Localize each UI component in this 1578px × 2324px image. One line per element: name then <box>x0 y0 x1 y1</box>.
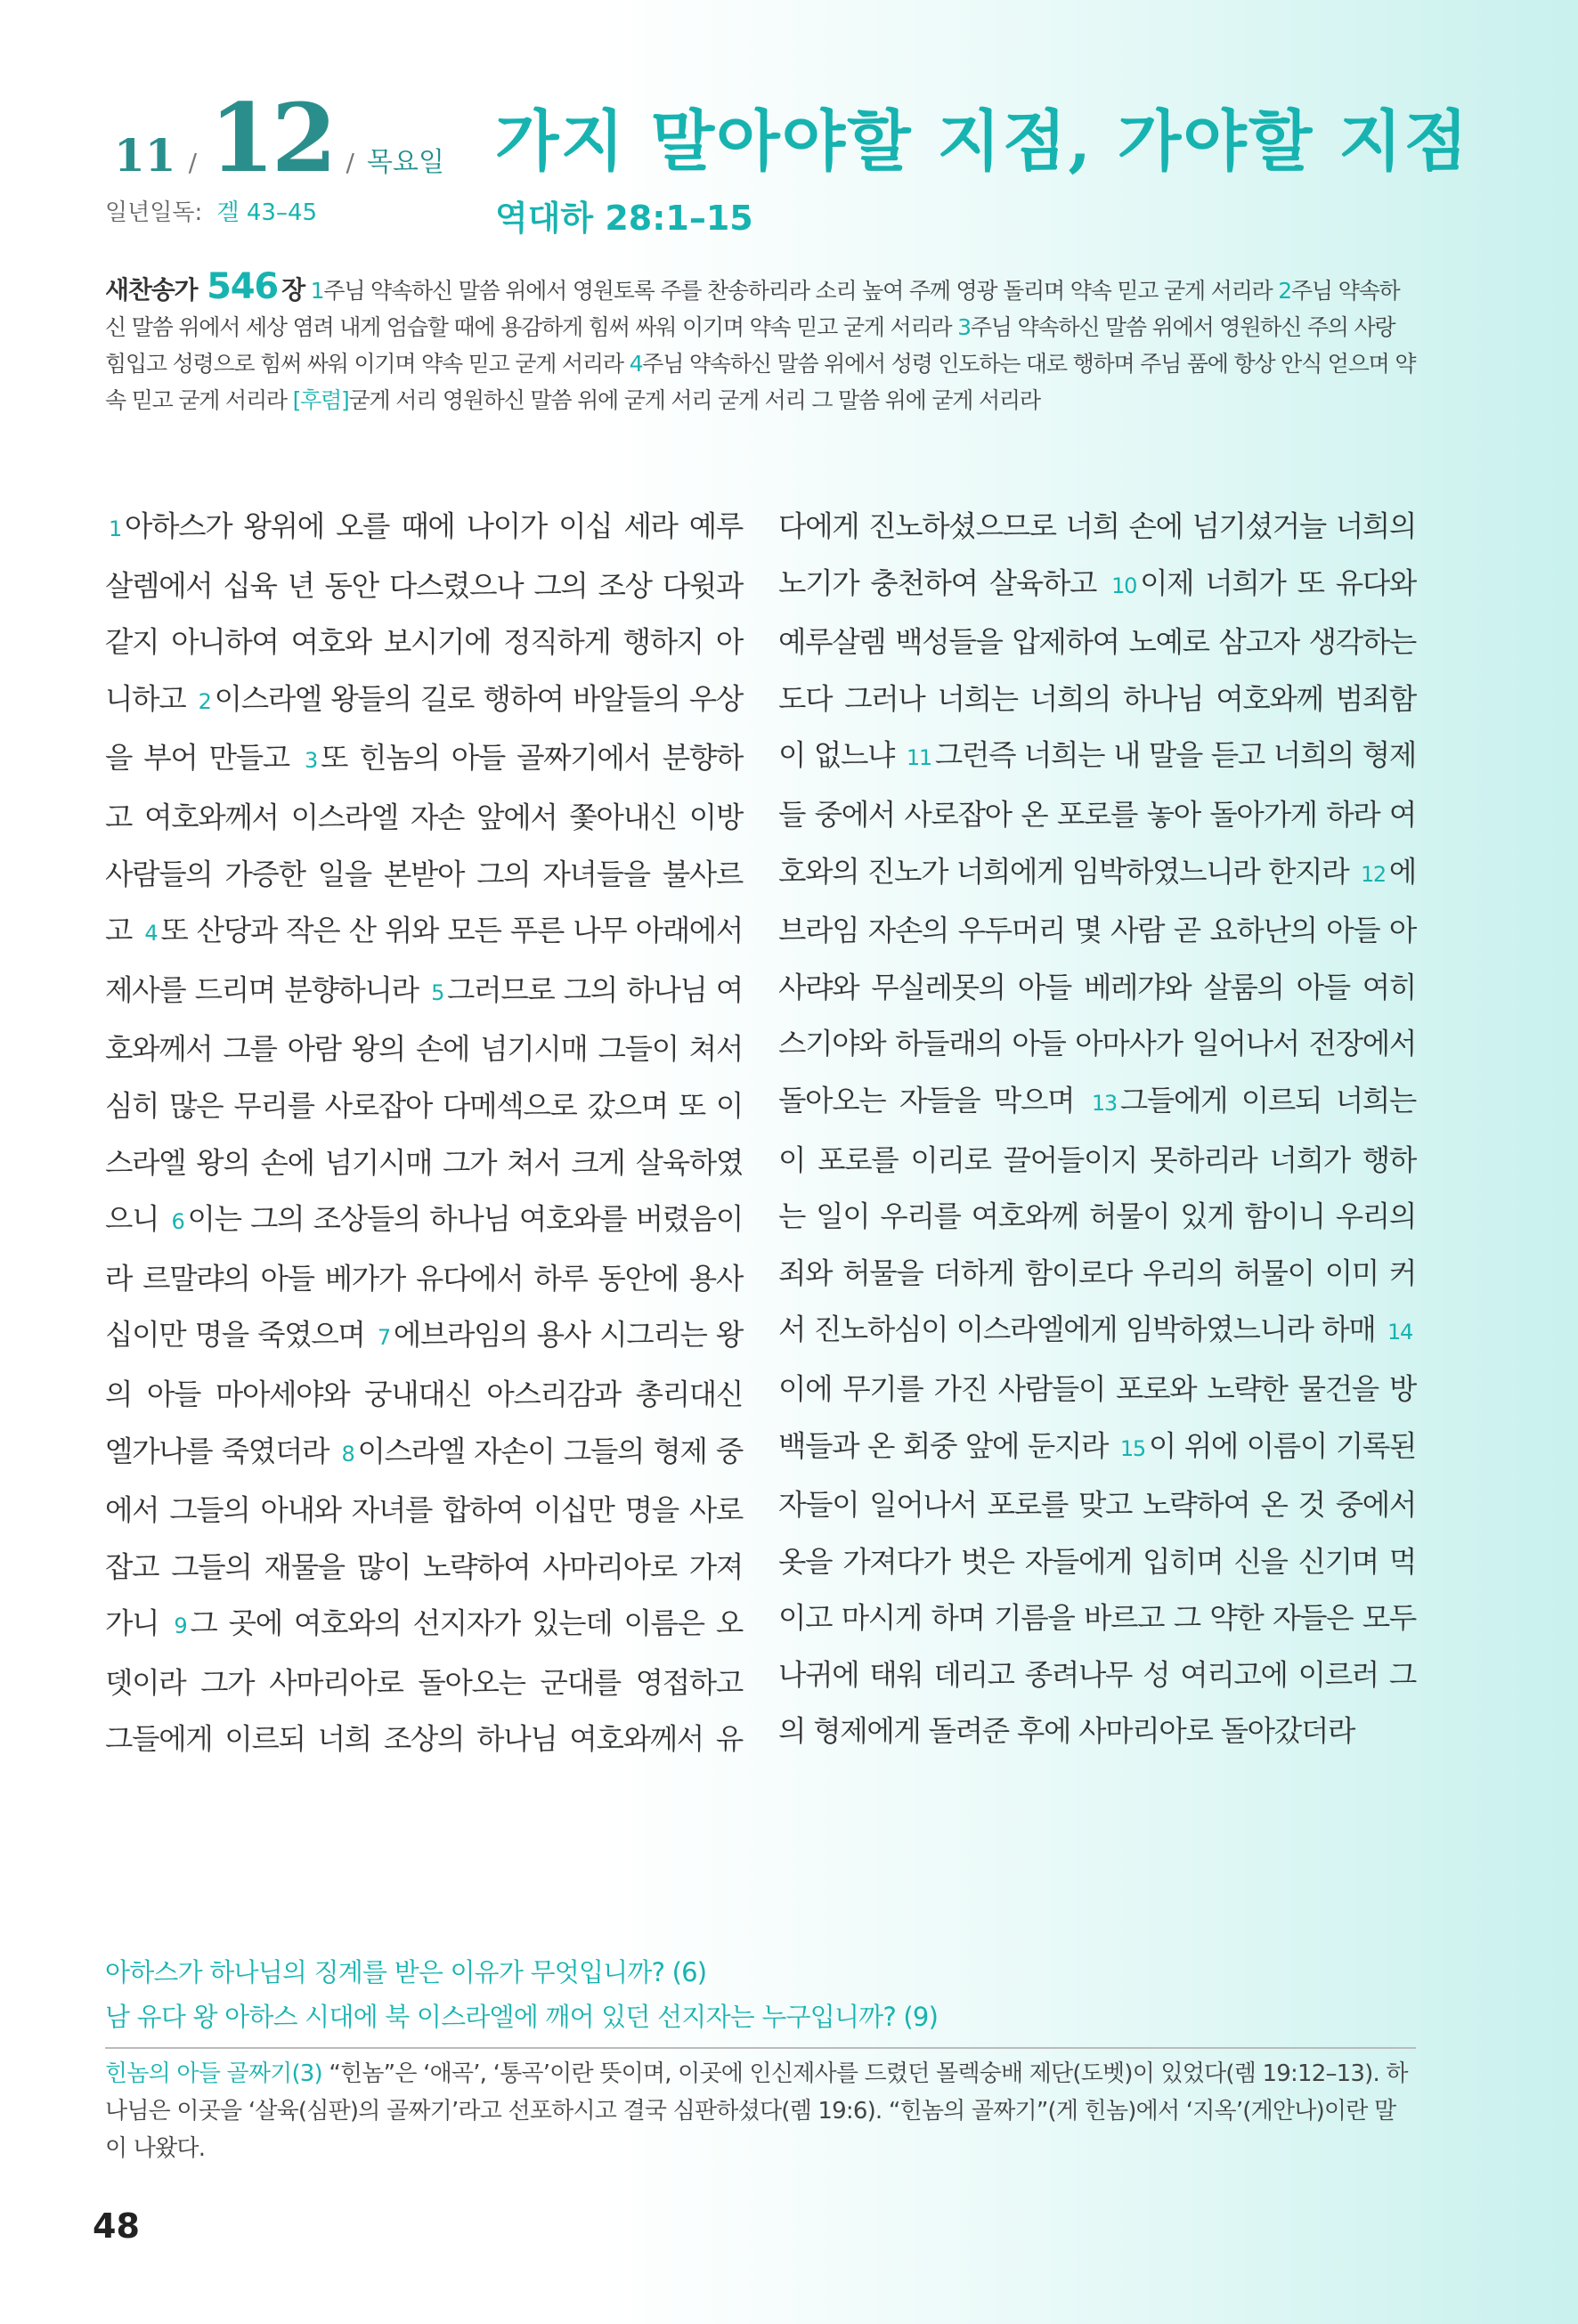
verse-number: 1 <box>310 278 324 304</box>
verse-number: 15 <box>1119 1435 1145 1461</box>
date-block <box>114 82 444 193</box>
verse-number: 11 <box>906 745 931 771</box>
verse-number: 3 <box>957 314 971 340</box>
questions <box>105 1950 938 2039</box>
hymn-label: 새찬송가 <box>105 275 198 305</box>
note-text: “힌놈”은 ‘애곡’, ‘통곡’이란 뜻이며, 이곳에 인신제사를 드렸던 몰렉숭배 제단(도벳)이 있었다(렘 19:12–13). 하나님은 이곳을 ‘살육(심판)의 골짜기’라고 선포하시고 결국 심판하셨다(렘 19:6). “힌놈의 골짜기”(게 힌놈)에서 ‘지옥’(게안나)이란 말이 나왔다. <box>105 2060 1408 2162</box>
verse-number: 2 <box>1278 278 1291 304</box>
page-title: 가지 말아야할 지점, 가야할 지점 <box>495 103 1470 180</box>
verse-text: 그런즉 너희는 내 말을 듣고 너희의 형제들 중에서 사로잡아 온 포로를 놓아 돌아가게 하라 여호와의 진노가 너희에게 임박하였느니라 한지라 <box>778 738 1416 889</box>
note-title: 힌놈의 아들 골짜기(3) <box>105 2060 322 2087</box>
verse-text: 이스라엘 왕들의 길로 행하여 바알들의 우상을 부어 만들고 <box>105 681 744 776</box>
verse-number: 9 <box>174 1613 187 1639</box>
date-separator: / <box>346 148 354 177</box>
question-item: 아하스가 하나님의 징계를 받은 이유가 무엇입니까? (6) <box>105 1957 707 1987</box>
verse-text: 그들에게 이르되 너희는 이 포로를 이리로 끌어들이지 못하리라 너희가 행하는 일이 우리를 여호와께 허물이 있게 함이니 우리의 죄와 허물을 더하게 함이로다 우리의 허물이 이미 커서 진노하심이 이스라엘에게 임박하였느니라 하매 <box>778 1083 1417 1347</box>
date-month: 11 <box>114 129 176 182</box>
verse-text: 그러므로 그의 하나님 여호와께서 그를 아람 왕의 손에 넘기시매 그들이 쳐서 심히 많은 무리를 사로잡아 다메섹으로 갔으며 또 이스라엘 왕의 손에 넘기시매 그가 쳐서 크게 살육하였으니 <box>105 972 744 1237</box>
verse-text: 또 힌놈의 아들 골짜기에서 분향하고 여호와께서 이스라엘 자손 앞에서 쫓아내신 이방 사람들의 가증한 일을 본받아 그의 자녀들을 불사르고 <box>105 741 743 948</box>
verse-text: 아하스가 왕위에 오를 때에 나이가 이십 세라 예루살렘에서 십육 년 동안 다스렸으나 그의 조상 다윗과 같지 아니하여 여호와 보시기에 정직하게 행하지 아니하고 <box>105 509 743 716</box>
date-weekday: 목요일 <box>366 147 444 178</box>
divider <box>105 2047 1416 2049</box>
verse-text: 주님 약속하신 말씀 위에서 영원하신 주의 사랑 힘입고 성령으로 힘써 싸워 이기며 약속 믿고 굳게 서리라 <box>105 314 1395 377</box>
verse-number: 8 <box>341 1441 354 1467</box>
verse-number: 10 <box>1111 573 1137 598</box>
scripture-text <box>105 499 1416 1959</box>
refrain-text: 굳게 서리 영원하신 말씀 위에 굳게 서리 굳게 서리 그 말씀 위에 굳게 서리라 <box>348 387 1040 413</box>
yearly-reading <box>105 194 317 227</box>
verse-number: 6 <box>171 1209 184 1235</box>
verse-text: 또 산당과 작은 산 위와 모든 푸른 나무 아래에서 제사를 드리며 분향하니라 <box>105 914 743 1007</box>
verse-text: 주님 약속하신 말씀 위에서 성령 인도하는 대로 행하며 주님 품에 항상 안식 얻으며 약속 믿고 굳게 서리라 <box>105 351 1416 413</box>
verse-text: 에브라임의 용사 시그리는 왕의 아들 마아세야와 궁내대신 아스리감과 총리대신 엘가나를 죽였더라 <box>105 1318 744 1468</box>
verse-text: 이는 그의 조상들의 하나님 여호와를 버렸음이라 르말랴의 아들 베가가 유다에서 하루 동안에 용사 십이만 명을 죽였으며 <box>105 1202 744 1353</box>
verse-number: 12 <box>1360 861 1386 887</box>
page-number: 48 <box>93 2206 140 2246</box>
verse-number: 14 <box>1387 1320 1412 1345</box>
verse-number: 2 <box>198 688 211 714</box>
verse-number: 1 <box>109 516 121 541</box>
verse-number: 4 <box>144 921 158 947</box>
verse-text: 주님 약속하신 말씀 위에서 세상 염려 내게 엄습할 때에 용감하게 힘써 싸워 이기며 약속 믿고 굳게 서리라 <box>105 278 1400 340</box>
verse-text: 주님 약속하신 말씀 위에서 영원토록 주를 찬송하리라 소리 높여 주께 영광 돌리며 약속 믿고 굳게 서리라 <box>323 278 1273 304</box>
verse-text: 이 위에 이름이 기록된 자들이 일어나서 포로를 맞고 노략하여 온 것 중에서 옷을 가져다가 벗은 자들에게 입히며 신을 신기며 먹이고 마시게 하며 기름을 바르고 그 약한 자들은 모두 나귀에 태워 데리고 종려나무 성 여리고에 이르러 그의 형제에게 돌려준 후에 사마리아로 돌아갔더라 <box>778 1428 1417 1749</box>
verse-number: 13 <box>1091 1090 1117 1116</box>
hymn-block <box>105 266 1416 418</box>
date-separator: / <box>188 148 198 177</box>
yearly-reading-label: 일년일독: <box>105 199 203 226</box>
hymn-suffix: 장 <box>281 275 305 305</box>
verse-number: 3 <box>305 748 318 774</box>
verse-number: 7 <box>377 1325 390 1351</box>
verse-number: 5 <box>431 979 444 1005</box>
passage-reference: 역대하 28:1–15 <box>495 199 753 238</box>
verse-text: 에브라임 자손의 우두머리 몇 사람 곧 요하난의 아들 아사랴와 무실레못의 아들 베레갸와 살룸의 아들 여히스기야와 하들래의 아들 아마사가 일어나서 전장에서 돌아오는 자들을 막으며 <box>778 854 1416 1117</box>
refrain-label: [후렴] <box>292 387 349 413</box>
verse-text: 이스라엘 자손이 그들의 형제 중에서 그들의 아내와 자녀를 합하여 이십만 명을 사로잡고 그들의 재물을 많이 노략하여 사마리아로 가져가니 <box>105 1434 744 1641</box>
commentary-note <box>105 2055 1416 2167</box>
yearly-reading-ref: 겔 43–45 <box>216 199 318 226</box>
verse-number: 4 <box>629 351 643 377</box>
date-day: 12 <box>209 82 334 193</box>
hymn-number: 546 <box>207 266 279 307</box>
verse-text: 이제 너희가 또 유다와 예루살렘 백성들을 압제하여 노예로 삼고자 생각하는도다 그러나 너희는 너희의 하나님 여호와께 범죄함이 없느냐 <box>778 565 1417 773</box>
verse-text: 이에 무기를 가진 사람들이 포로와 노략한 물건을 방백들과 온 회중 앞에 둔지라 <box>778 1371 1416 1463</box>
verse-text: 그 곳에 여호와의 선지자가 있는데 이름은 오뎃이라 그가 사마리아로 돌아오는 군대를 영접하고 그들에게 이르되 너희 조상의 하나님 여호와께서 유다에게 진노하셨으므로 너희 손에 넘기셨거늘 너희의 노기가 충천하여 살육하고 <box>105 509 1416 1757</box>
question-item: 남 유다 왕 아하스 시대에 북 이스라엘에 깨어 있던 선지자는 누구입니까? (9) <box>105 2002 939 2032</box>
